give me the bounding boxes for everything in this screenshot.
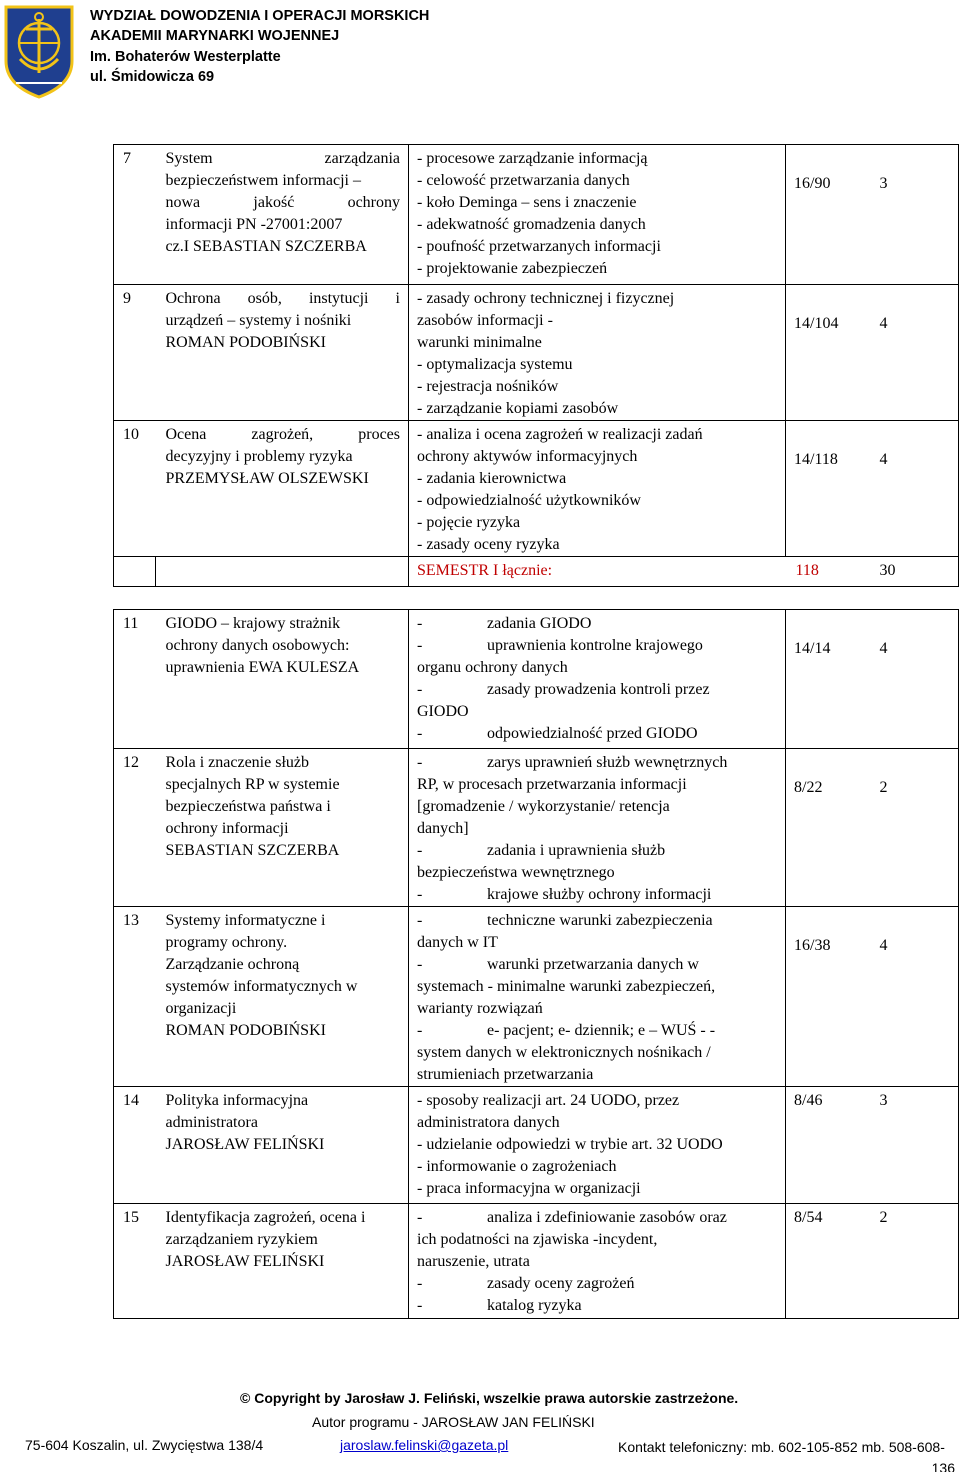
desc-line: - pojęcie ryzyka [417, 514, 521, 531]
desc-line: - zadania kierownictwa [417, 470, 567, 487]
row-number: 13 [114, 907, 156, 1087]
desc-text: bezpieczeństwa wewnętrznego [417, 864, 615, 881]
subject-title [156, 907, 409, 1087]
subject-title [156, 145, 409, 285]
subject-title-line: organizacji [165, 1000, 237, 1017]
desc-line: - odpowiedzialność użytkowników [417, 492, 641, 509]
dash: - [417, 1297, 423, 1314]
copyright-icon: © [240, 1390, 255, 1406]
subject-title-line: cz.I SEBASTIAN SZCZERBA [165, 238, 367, 255]
desc-text: zadania GIODO [487, 615, 592, 632]
desc-text: e- pacjent; e- dziennik; e – WUŚ - - [487, 1022, 716, 1039]
subject-title-line: PRZEMYSŁAW OLSZEWSKI [165, 470, 369, 487]
subject-title-line: programy ochrony. [165, 934, 288, 951]
subject-title-line: ochrony informacji [165, 820, 289, 837]
dash: - [417, 1275, 423, 1292]
desc-item [417, 1020, 779, 1042]
row-number: 14 [114, 1087, 156, 1204]
desc-text: uprawnienia kontrolne krajowego [487, 637, 703, 654]
dash: - [417, 912, 423, 929]
subject-title-line: ROMAN PODOBIŃSKI [165, 334, 326, 351]
row-number: 11 [114, 610, 156, 749]
desc-item [417, 613, 779, 635]
subject-title [156, 285, 409, 421]
header-line-street: ul. Śmidowicza 69 [90, 69, 215, 86]
row-number: 10 [114, 421, 156, 557]
desc-text: zadania i uprawnienia służb [487, 842, 666, 859]
desc-text: krajowe służby ochrony informacji [487, 886, 712, 903]
desc-text: strumieniach przetwarzania [417, 1066, 594, 1083]
table-row [114, 1204, 959, 1319]
desc-text: techniczne warunki zabezpieczenia [487, 912, 713, 929]
subject-title-line: bezpieczeństwem informacji – [165, 172, 361, 189]
desc-item [417, 723, 779, 745]
desc-line: - zarządzanie kopiami zasobów [417, 400, 619, 417]
semester-hours-value: 118 [795, 562, 819, 579]
header-line-academy: AKADEMII MARYNARKI WOJENNEJ [90, 28, 340, 45]
desc-line: - rejestracja nośników [417, 378, 559, 395]
hours-cell: 8/54 [786, 1204, 870, 1319]
subject-title-line: decyzyjny i problemy ryzyka [165, 448, 353, 465]
desc-line: - optymalizacja systemu [417, 356, 573, 373]
desc-text: systemach - minimalne warunki zabezpieczeń, [417, 978, 716, 995]
subject-title-line: SEBASTIAN SZCZERBA [165, 842, 340, 859]
subject-title-line: Identyfikacja zagrożeń, ocena i [165, 1209, 366, 1226]
empty-cell [114, 557, 156, 587]
desc-text: GIODO [417, 703, 469, 720]
dash: - [417, 754, 423, 771]
hours-cell: 14/14 [786, 610, 870, 749]
subject-description [409, 421, 786, 557]
semester-label [409, 557, 786, 587]
desc-item [417, 752, 779, 774]
semester-summary-row [114, 557, 959, 587]
desc-line: - analiza i ocena zagrożeń w realizacji zadań [417, 426, 703, 443]
desc-line: - zasady oceny ryzyka [417, 536, 560, 553]
subject-title [156, 610, 409, 749]
dash: - [417, 842, 423, 859]
desc-line: - poufność przetwarzanych informacji [417, 238, 661, 255]
row-number: 15 [114, 1204, 156, 1319]
academy-shield-logo-icon [2, 3, 76, 99]
dash: - [417, 886, 423, 903]
contact-text-end: 136 [931, 1460, 955, 1472]
subject-description [409, 610, 786, 749]
contact-phone [618, 1437, 958, 1472]
desc-text: analiza i zdefiniowanie zasobów oraz [487, 1209, 727, 1226]
subject-title-line: specjalnych RP w systemie [165, 776, 340, 793]
subject-title-line: Rola i znaczenie służb [165, 754, 309, 771]
header-line-patron: Im. Bohaterów Westerplatte [90, 48, 281, 65]
desc-item [417, 635, 779, 657]
desc-line: administratora danych [417, 1114, 560, 1131]
desc-text: system danych w elektronicznych nośnikach / [417, 1044, 711, 1061]
subject-title-line: administratora [165, 1114, 258, 1131]
dash: - [417, 956, 423, 973]
desc-line: - zasady ochrony technicznej i fizycznej [417, 290, 675, 307]
subject-title-line: JAROSŁAW FELIŃSKI [165, 1253, 325, 1270]
desc-text: organu ochrony danych [417, 659, 568, 676]
points-cell: 2 [870, 749, 959, 907]
desc-text: ich podatności na zjawiska -incydent, [417, 1231, 658, 1248]
desc-text: danych w IT [417, 934, 498, 951]
program-table-semester-1 [113, 144, 959, 587]
desc-line: - procesowe zarządzanie informacją [417, 150, 648, 167]
dash: - [417, 615, 423, 632]
subject-title-line: Zarządzanie ochroną [165, 956, 300, 973]
points-cell: 2 [870, 1204, 959, 1319]
subject-title-line: urządzeń – systemy i nośniki [165, 312, 352, 329]
dash: - [417, 681, 423, 698]
subject-title [156, 421, 409, 557]
subject-title-line: uprawnienia EWA KULESZA [165, 659, 360, 676]
dash: - [417, 725, 423, 742]
table-row [114, 610, 959, 749]
subject-title-line: Ochrona osób, instytucji i [165, 290, 400, 307]
subject-title-line: GIODO – krajowy strażnik [165, 615, 341, 632]
subject-title [156, 749, 409, 907]
page-header [0, 0, 960, 110]
points-cell: 4 [870, 421, 959, 557]
desc-line: zasobów informacji - [417, 312, 553, 329]
subject-description [409, 285, 786, 421]
table-row [114, 907, 959, 1087]
points-cell: 3 [870, 145, 959, 285]
hours-cell: 14/104 [786, 285, 870, 421]
desc-item [417, 679, 779, 701]
subject-title-line: bezpieczeństwa państwa i [165, 798, 331, 815]
desc-line: - udzielanie odpowiedzi w trybie art. 32 UODO [417, 1136, 723, 1153]
subject-title-line: informacji PN -27001:2007 [165, 216, 343, 233]
desc-line: - informowanie o zagrożeniach [417, 1158, 617, 1175]
header-line-faculty: WYDZIAŁ DOWODZENIA I OPERACJI MORSKICH [90, 8, 430, 24]
hours-cell: 16/38 [786, 907, 870, 1087]
hours-cell: 8/46 [786, 1087, 870, 1204]
author-line: Autor programu - JAROSŁAW JAN FELIŃSKI [312, 1414, 595, 1430]
empty-cell [156, 557, 409, 587]
desc-text: danych] [417, 820, 469, 837]
hours-cell: 16/90 [786, 145, 870, 285]
desc-text: odpowiedzialność przed GIODO [487, 725, 698, 742]
desc-line: - praca informacyjna w organizacji [417, 1180, 641, 1197]
desc-item [417, 1295, 779, 1317]
dash: - [417, 1022, 423, 1039]
subject-title-line: zarządzaniem ryzykiem [165, 1231, 318, 1248]
points-cell: 4 [870, 907, 959, 1087]
copyright-notice [240, 1390, 738, 1406]
table-row [114, 1087, 959, 1204]
desc-text: [gromadzenie / wykorzystanie/ retencja [417, 798, 670, 815]
desc-line: - sposoby realizacji art. 24 UODO, przez [417, 1092, 680, 1109]
desc-text: warunki przetwarzania danych w [487, 956, 699, 973]
desc-item [417, 954, 779, 976]
row-number: 7 [114, 145, 156, 285]
desc-text: naruszenie, utrata [417, 1253, 530, 1270]
subject-title-line: Systemy informatyczne i [165, 912, 326, 929]
hours-cell: 8/22 [786, 749, 870, 907]
points-cell: 4 [870, 285, 959, 421]
desc-text: zarys uprawnień służb wewnętrznych [487, 754, 728, 771]
desc-line: - koło Deminga – sens i znaczenie [417, 194, 637, 211]
table-row [114, 421, 959, 557]
subject-description [409, 145, 786, 285]
row-number: 12 [114, 749, 156, 907]
semester-total-label: SEMESTR I łącznie: [417, 562, 553, 579]
email-link[interactable]: jaroslaw.felinski@gazeta.pl [340, 1437, 509, 1453]
desc-item [417, 910, 779, 932]
desc-line: - adekwatność gromadzenia danych [417, 216, 646, 233]
points-cell: 3 [870, 1087, 959, 1204]
desc-item [417, 840, 779, 862]
subject-title-line: ROMAN PODOBIŃSKI [165, 1022, 326, 1039]
subject-title-line: systemów informatycznych w [165, 978, 358, 995]
desc-item [417, 1273, 779, 1295]
subject-title-line: ochrony danych osobowych: [165, 637, 350, 654]
desc-item [417, 884, 779, 906]
contact-text: Kontakt telefoniczny: mb. 602-105-852 mb. 508-608- [618, 1439, 945, 1455]
subject-title-line: nowa jakość ochrony [165, 194, 400, 211]
table-row [114, 749, 959, 907]
desc-line: - celowość przetwarzania danych [417, 172, 630, 189]
program-table-semester-2 [113, 609, 959, 1319]
desc-line: warunki minimalne [417, 334, 542, 351]
subject-description [409, 907, 786, 1087]
desc-text: RP, w procesach przetwarzania informacji [417, 776, 687, 793]
desc-text: warianty rozwiązań [417, 1000, 543, 1017]
desc-text: zasady oceny zagrożeń [487, 1275, 635, 1292]
desc-text: katalog ryzyka [487, 1297, 582, 1314]
subject-title [156, 1087, 409, 1204]
dash: - [417, 1209, 423, 1226]
semester-points: 30 [870, 557, 959, 587]
table-row [114, 285, 959, 421]
row-number: 9 [114, 285, 156, 421]
dash: - [417, 637, 423, 654]
subject-description [409, 1204, 786, 1319]
subject-description [409, 749, 786, 907]
copyright-text: Copyright by Jarosław J. Feliński, wszelkie prawa autorskie zastrzeżone. [254, 1390, 739, 1406]
semester-hours [786, 557, 870, 587]
hours-cell: 14/118 [786, 421, 870, 557]
subject-title [156, 1204, 409, 1319]
address-line: 75-604 Koszalin, ul. Zwycięstwa 138/4 [25, 1437, 264, 1453]
points-cell: 4 [870, 610, 959, 749]
subject-title-line: JAROSŁAW FELIŃSKI [165, 1136, 325, 1153]
subject-title-line: Ocena zagrożeń, proces [165, 426, 400, 443]
desc-item [417, 1207, 779, 1229]
desc-text: zasady prowadzenia kontroli przez [487, 681, 710, 698]
subject-title-line: Polityka informacyjna [165, 1092, 309, 1109]
table-row [114, 145, 959, 285]
subject-title-line: System zarządzania [165, 150, 400, 167]
desc-line: - projektowanie zabezpieczeń [417, 260, 608, 277]
subject-description [409, 1087, 786, 1204]
desc-line: ochrony aktywów informacyjnych [417, 448, 638, 465]
